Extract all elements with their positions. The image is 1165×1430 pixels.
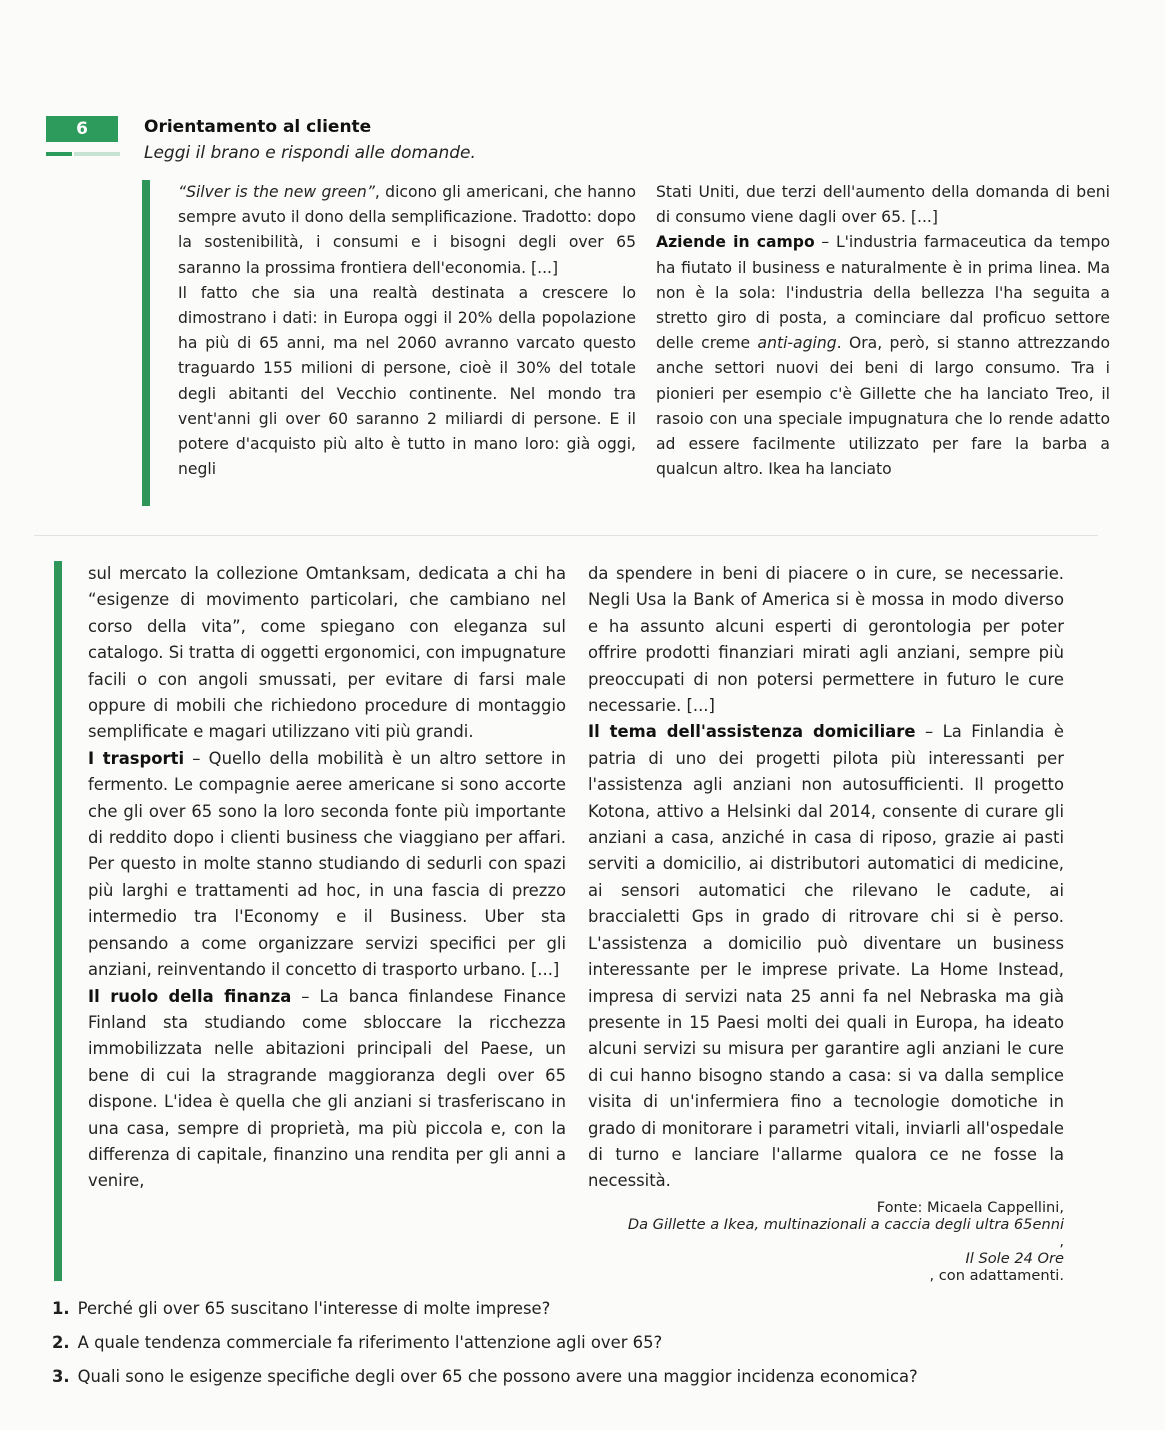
question-item [52, 1295, 1132, 1323]
paragraph-text: Il fatto che sia una realtà destinata a crescere lo dimostrano i dati: in Europa oggi il 20% della popolazione ha più di 65 anni, ma nel 2060 avranno varcato questo traguardo 155 milioni di persone, cioè il 30% del totale degli abitanti del Vecchio continente. Nel mondo tra vent'anni gli over 60 saranno 2 miliardi di persone. E il potere d'acquisto più alto è tutto in mano loro: già oggi, negli [178, 283, 636, 479]
section-heading: I trasporti [88, 748, 185, 768]
exercise-instruction: Leggi il brano e rispondi alle domande. [144, 143, 476, 163]
paragraph [178, 180, 636, 281]
paragraph-text: Stati Uniti, due terzi dell'aumento della domanda di beni di consumo viene dagli over 65. [...] [656, 183, 1110, 227]
paragraph-text: da spendere in beni di piacere o in cure, se necessarie. Negli Usa la Bank of America si è mossa in modo diverso e ha assunto alcuni esperti di gerontologia per poter offrire prodotti finanziari mirati agli anziani, sempre più preoccupati di non potersi permettere in futuro le cure necessarie. [...] [588, 564, 1064, 716]
paragraph-text: – Quello della mobilità è un altro settore in fermento. Le compagnie aeree americane si sono accorte che gli over 65 sono la loro seconda fonte più importante di reddito dopo i clienti business che viaggiano per affari. Per questo in molte stanno studiando di sedurli con spazi più larghi e trattamenti ad hoc, in una fascia di prezzo intermedio tra l'Economy e il Business. Uber sta pensando a come organizzare servizi specifici per gli anziani, reinventando il concetto di trasporto urbano. [...] [88, 748, 567, 980]
quote-bar [54, 561, 62, 1281]
questions-list [52, 1295, 1132, 1397]
source-author: Fonte: Micaela Cappellini, [876, 1198, 1064, 1216]
quote-bar [142, 180, 150, 506]
question-item [52, 1363, 1132, 1391]
question-number: 2. [52, 1333, 70, 1352]
question-item [52, 1329, 1132, 1357]
source-separator: , [1059, 1232, 1064, 1250]
paragraph-text: – La banca finlandese Finance Finland sta studiando come sbloccare la ricchezza immobilizzata nelle abitazioni principali del Paese, un bene di cui la stragrande maggioranza degli over 65 dispone. L'idea è quella che gli anziani si trasferiscano in una casa, sempre di proprietà, ma più piccola e, con la differenza di capitale, finanzino una rendita per gli anni a venire, [88, 986, 566, 1191]
section-heading: Aziende in campo [656, 233, 815, 252]
paragraph-text: . Ora, però, si stanno attrezzando anche settori nuovi dei beni di largo consumo. Tra i pionieri per esempio c'è Gillette che ha lanciato Treo, il rasoio con una speciale impugnatura che lo rende adatto ad essere facilmente utilizzato per fare la barba a qualcun altro. Ikea ha lanciato [656, 334, 1111, 479]
paragraph [656, 180, 1110, 230]
article-column-right [656, 180, 1110, 482]
paragraph [656, 230, 1110, 482]
paragraph [588, 719, 1064, 1194]
page-divider [34, 535, 1098, 536]
article-block-1 [142, 180, 1114, 506]
paragraph-text: – L'industria farmaceutica da tempo ha fiutato il business e naturalmente è in prima linea. Ma non è la sola: l'industria della bellezza l'ha seguita a stretto giro di posta, a cominciare dal proficuo settore delle creme [656, 233, 1111, 353]
exercise-difficulty-bar [46, 152, 72, 156]
section-heading: Il tema dell'assistenza domiciliare [588, 722, 916, 742]
question-text: Quali sono le esigenze specifiche degli over 65 che possono avere una maggior incidenza economica? [77, 1367, 918, 1386]
question-number: 3. [52, 1367, 70, 1386]
paragraph-text: , dicono gli americani, che hanno sempre avuto il dono della semplificazione. Tradotto: dopo la sostenibilità, i consumi e i bisogni degli over 65 saranno la prossima frontiera dell'economia. [...] [178, 183, 636, 277]
article-column-left [88, 561, 566, 1195]
paragraph [588, 561, 1064, 719]
article-source [588, 1199, 1064, 1284]
paragraph-text: sul mercato la collezione Omtanksam, dedicata a chi ha “esigenze di movimento particolari, che cambiano nel corso della vita”, come spiegano con eleganza sul catalogo. Si tratta di oggetti ergonomici, con impugnature facili o con angoli smussati, per evitare di farsi male oppure di mobili che richiedono procedure di montaggio semplificate e magari utilizzano viti più grandi. [88, 564, 566, 742]
exercise-difficulty-bar-empty [74, 152, 120, 156]
paragraph [88, 984, 566, 1195]
paragraph-text: – La Finlandia è patria di uno dei progetti pilota più interessanti per l'assistenza agli anziani non autosufficienti. Il progetto Kotona, attivo a Helsinki dal 2014, consente di curare gli anziani a casa, anziché in casa di riposo, grazie ai pasti serviti a domicilio, ai distributori automatici di medicine, ai sensori automatici che rilevano le cadute, ai braccialetti Gps in grado di ritrovare chi si è perso. L'assistenza a domicilio può diventare un business interessante per le imprese private. La Home Instead, impresa di servizi nata 25 anni fa nel Nebraska ma già presente in 15 Paesi molti dei quali in Europa, ha ideato alcuni servizi su misura per garantire agli anziani le cure di cui hanno bisogno stando a casa: si va dalla semplice visita di un'infermiera fino a tecnologie domotiche in grado di monitorare i parametri vitali, inviarli all'ospedale di turno e lanciare l'allarme qualora ce ne fosse la necessità. [588, 722, 1064, 1191]
italic-quote: “Silver is the new green” [178, 183, 375, 201]
article-column-right [588, 561, 1064, 1284]
italic-term: anti-aging [757, 334, 837, 353]
article-column-left [178, 180, 636, 482]
paragraph [178, 281, 636, 483]
paragraph [88, 746, 566, 984]
exercise-title: Orientamento al cliente [144, 117, 372, 137]
paragraph [88, 561, 566, 746]
source-text [588, 1199, 1064, 1284]
source-title: Da Gillette a Ikea, multinazionali a caccia degli ultra 65enni [627, 1215, 1064, 1233]
question-text: Perché gli over 65 suscitano l'interesse di molte imprese? [77, 1299, 551, 1318]
section-heading: Il ruolo della finanza [88, 986, 292, 1006]
question-number: 1. [52, 1299, 70, 1318]
exercise-number-badge: 6 [46, 116, 118, 142]
source-publication: Il Sole 24 Ore [965, 1249, 1064, 1267]
source-note: , con adattamenti. [929, 1266, 1064, 1284]
question-text: A quale tendenza commerciale fa riferimento l'attenzione agli over 65? [77, 1333, 663, 1352]
article-block-2 [54, 561, 1068, 1284]
